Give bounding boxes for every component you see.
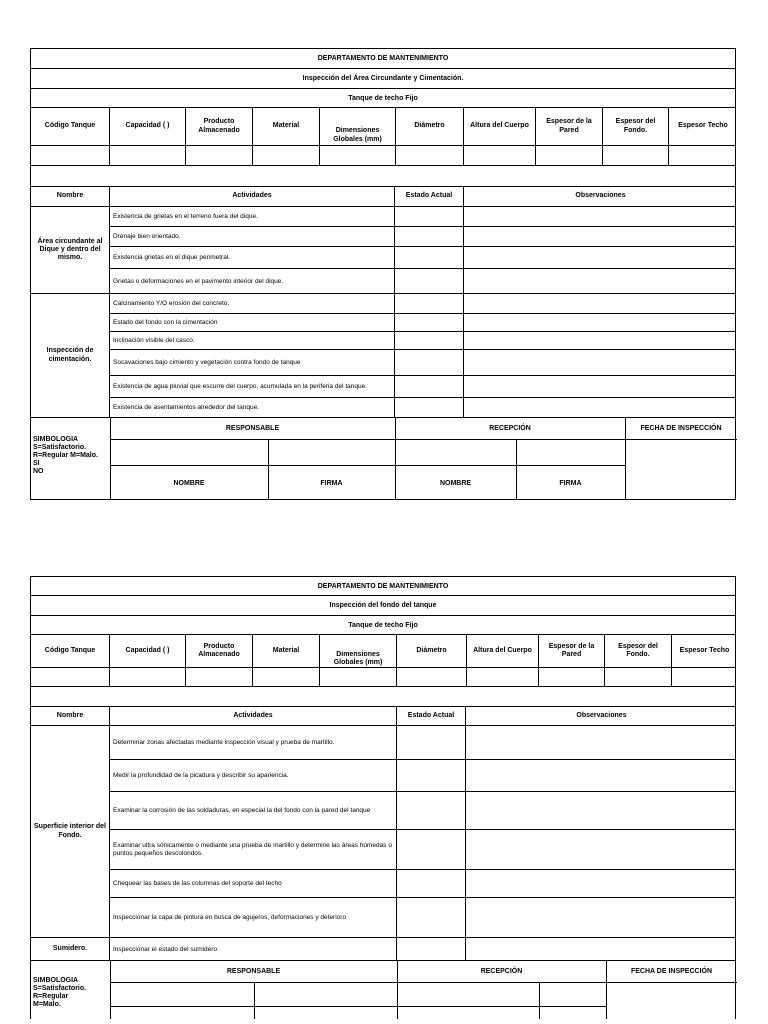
activity-item: Medir la profundidad de la picadura y describir su apariencia.	[110, 760, 397, 792]
header-estado: Estado Actual	[395, 187, 464, 206]
material-value[interactable]	[253, 146, 320, 165]
department-title-row	[30, 48, 736, 69]
col-espesor-pared: Espesor de la Pared	[536, 108, 603, 145]
activity-item: Existencia de asentamientos alrededor del tanque.	[110, 398, 395, 418]
diametro-value[interactable]	[397, 668, 467, 686]
responsable-label: RESPONSABLE	[226, 968, 281, 975]
col-dimensiones: Dimensiones Globales (mm)	[320, 108, 396, 145]
department-title: DEPARTAMENTO DE MANTENIMIENTO	[317, 55, 449, 62]
col-espesor-fondo: Espesor del Fondo.	[605, 635, 672, 667]
col-diametro: Diámetro	[397, 635, 467, 667]
col-espesor-pared: Espesor de la Pared	[539, 635, 605, 667]
recepcion-firma-label: FIRMA	[559, 479, 582, 487]
form-subtitle: Inspección del Área Circundante y Cimentación.	[302, 75, 464, 82]
material-value[interactable]	[253, 668, 320, 686]
col-altura: Altura del Cuerpo	[464, 108, 536, 145]
estado-column[interactable]	[397, 938, 466, 961]
form-subtitle: Inspección del fondo del tanque	[329, 602, 437, 609]
activities-header-row	[30, 187, 736, 207]
subtitle-row	[30, 69, 736, 89]
spacer-row	[30, 166, 736, 187]
diametro-value[interactable]	[396, 146, 464, 165]
activity-item: Inspeccionar la capa de pintura en busca de agujeros, deformaciones y deterioro	[110, 898, 397, 938]
spec-value-row	[30, 146, 736, 166]
producto-value[interactable]	[186, 668, 253, 686]
col-capacidad: Capacidad ( )	[110, 635, 186, 667]
spec-header-row	[30, 635, 736, 668]
activity-item: Examinar la corrosión de las soldaduras, en especial la del fondo con la pared del tanque	[110, 792, 397, 830]
tank-type: Tanque de techo Fijo	[348, 94, 418, 102]
responsable-nombre-field[interactable]	[110, 983, 254, 1006]
col-material: Material	[253, 108, 320, 145]
activity-group-cimentacion	[30, 294, 736, 418]
activity-group-area	[30, 207, 736, 294]
observaciones-column[interactable]	[464, 207, 735, 294]
col-espesor-fondo: Espesor del Fondo.	[603, 108, 669, 145]
producto-value[interactable]	[186, 146, 253, 165]
header-estado: Estado Actual	[397, 707, 466, 725]
activity-item: Socavaciones bajo cimiento y vegetación contra fondo de tanque	[110, 350, 395, 376]
responsable-firma-field[interactable]	[254, 983, 397, 1006]
group-name: Sumidero.	[31, 938, 110, 960]
altura-value[interactable]	[464, 146, 536, 165]
header-actividades: Actividades	[110, 187, 395, 206]
col-capacidad: Capacidad ( )	[110, 108, 186, 145]
col-altura: Altura del Cuerpo	[467, 635, 539, 667]
group-name: Inspección de cimentación.	[31, 294, 110, 417]
recepcion-label: RECEPCIÓN	[489, 425, 531, 432]
responsable-nombre-field[interactable]	[110, 440, 268, 465]
col-producto: Producto Almacenado	[186, 635, 253, 667]
capacidad-value[interactable]	[110, 668, 186, 686]
responsable-firma-label: FIRMA	[320, 479, 343, 487]
observaciones-column[interactable]	[466, 938, 735, 961]
col-codigo-tanque: Código Tanque	[31, 635, 110, 667]
activity-item: Estado del fondo con la cimentación	[110, 314, 395, 332]
activity-group-superficie	[30, 726, 736, 938]
estado-column[interactable]	[395, 207, 464, 294]
header-actividades: Actividades	[110, 707, 397, 725]
col-diametro: Diámetro	[396, 108, 464, 145]
activity-item: Drenaje bien orientado.	[110, 227, 395, 247]
activity-item: Inclinación visible del casco.	[110, 332, 395, 350]
group-name: Área circundante al Dique y dentro del mismo.	[31, 207, 110, 293]
inspection-form-2	[30, 576, 736, 1019]
simbologia-legend: SIMBOLOGIA S=Satisfactorio. R=Regular M=Malo.	[33, 977, 87, 1009]
recepcion-firma-field[interactable]	[516, 440, 625, 465]
recepcion-nombre-label: NOMBRE	[439, 479, 472, 487]
espesor-pared-value[interactable]	[536, 146, 603, 165]
dimensiones-value[interactable]	[320, 146, 396, 165]
fecha-inspeccion-field[interactable]	[606, 983, 737, 1019]
activities-header-row	[30, 707, 736, 726]
espesor-pared-value[interactable]	[539, 668, 605, 686]
group-name: Superficie interior del Fondo.	[31, 726, 110, 937]
header-observaciones: Observaciones	[576, 711, 627, 719]
activity-item: Determinar zonas afectadas mediante inspección visual y prueba de martillo.	[110, 726, 397, 760]
spec-header-row	[30, 108, 736, 146]
tank-type-row	[30, 89, 736, 108]
espesor-fondo-value[interactable]	[605, 668, 672, 686]
recepcion-nombre-field[interactable]	[397, 983, 539, 1006]
signature-footer	[30, 418, 736, 500]
department-title: DEPARTAMENTO DE MANTENIMIENTO	[317, 582, 449, 590]
fecha-inspeccion-field[interactable]	[625, 440, 737, 500]
activity-item: Grietas o deformaciones en el pavimento interior del dique.	[110, 269, 395, 294]
activity-item: Existencia de agua pluvial que escurre del cuerpo, acumulada en la periferia del tanque.	[110, 376, 395, 398]
subtitle-row	[30, 596, 736, 616]
col-material: Material	[253, 635, 320, 667]
espesor-techo-value[interactable]	[669, 146, 737, 165]
codigo-tanque-value[interactable]	[31, 146, 110, 165]
spacer-row	[30, 687, 736, 707]
simbologia-legend: SIMBOLOGIA S=Satisfactorio. R=Regular M=Malo. SI NO	[33, 436, 98, 476]
dimensiones-value[interactable]	[320, 668, 397, 686]
fecha-inspeccion-label: FECHA DE INSPECCIÓN	[630, 968, 713, 975]
activity-group-sumidero	[30, 938, 736, 961]
responsable-nombre-label: NOMBRE	[173, 479, 205, 487]
signature-footer	[30, 961, 736, 1019]
tank-type: Tanque de techo Fijo	[348, 621, 418, 629]
activity-item: Chequear las bases de las columnas del soporte del techo	[110, 870, 397, 898]
col-producto: Producto Almacenado	[186, 108, 253, 145]
espesor-fondo-value[interactable]	[603, 146, 669, 165]
header-observaciones: Observaciones	[575, 192, 626, 200]
codigo-tanque-value[interactable]	[31, 668, 110, 686]
fecha-inspeccion-label: FECHA DE INSPECCIÓN	[640, 425, 722, 432]
responsable-label: RESPONSABLE	[225, 425, 280, 432]
activity-item: Calcinamiento Y/O erosión del concreto.	[110, 294, 395, 314]
tank-type-row	[30, 616, 736, 635]
activity-item: Inspeccionar el estado del sumidero	[110, 938, 397, 961]
responsable-firma-field[interactable]	[268, 440, 395, 465]
col-codigo-tanque: Código Tanque	[31, 108, 110, 145]
header-nombre: Nombre	[31, 707, 110, 725]
recepcion-label: RECEPCIÓN	[480, 968, 523, 975]
department-title-row	[30, 576, 736, 596]
header-nombre: Nombre	[31, 187, 110, 206]
altura-value[interactable]	[467, 668, 539, 686]
activity-item: Existencia de grietas en el terreno fuera del dique.	[110, 207, 395, 227]
col-espesor-techo: Espesor Techo	[678, 122, 728, 130]
activity-item: Examinar ultra sónicamente o mediante una prueba de martillo y determine las áreas húmedas o puntos pequeños descoloridos.	[110, 830, 397, 870]
recepcion-nombre-field[interactable]	[395, 440, 516, 465]
espesor-techo-value[interactable]	[672, 668, 737, 686]
estado-column[interactable]	[397, 726, 466, 938]
col-dimensiones: Dimensiones Globales (mm)	[320, 635, 397, 667]
inspection-form-1	[30, 48, 736, 500]
recepcion-firma-field[interactable]	[539, 983, 606, 1006]
col-espesor-techo: Espesor Techo	[679, 646, 730, 654]
activity-item: Existencia grietas en el dique perimetral.	[110, 247, 395, 269]
observaciones-column[interactable]	[466, 726, 735, 938]
spec-value-row	[30, 668, 736, 687]
capacidad-value[interactable]	[110, 146, 186, 165]
